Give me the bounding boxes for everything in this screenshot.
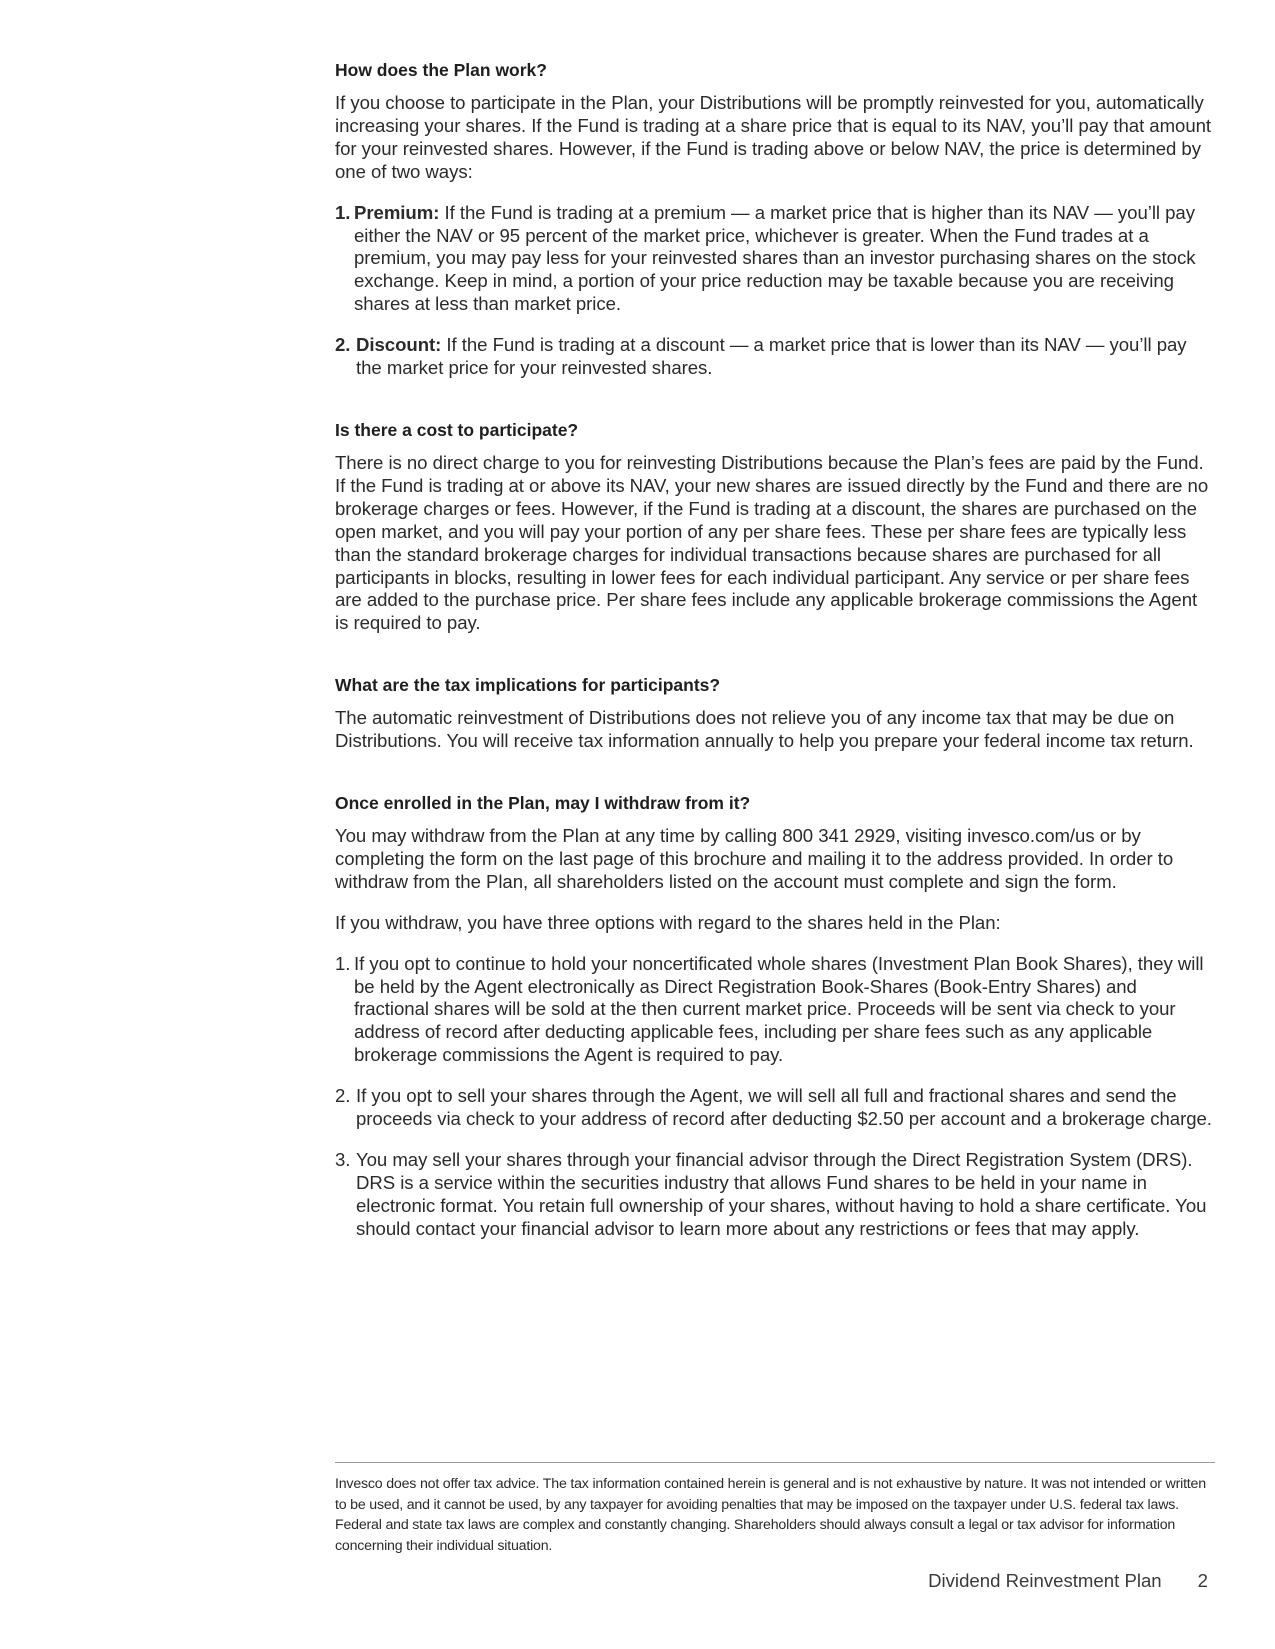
document-body (335, 58, 1215, 1259)
section-how-plan-works (335, 58, 1215, 380)
list-number: 1. (335, 952, 351, 974)
section-intro: If you choose to participate in the Plan, your Distributions will be promptly reinvested for you, automatically increasing your shares. If the Fund is trading at a share price that is equal to its NAV, you’ll pay that amount for your reinvested shares. However, if the Fund is trading above or below NAV, the price is determined by one of two ways: (335, 92, 1212, 182)
section-heading: How does the Plan work? (335, 60, 547, 80)
tax-disclaimer: Invesco does not offer tax advice. The tax information contained herein is general and is not exhaustive by nature. It was not intended or written to be used, and it cannot be used, by any taxpayer for avoiding penalties that may be imposed on the taxpayer under U.S. federal tax laws. Federal and state tax laws are complex and constantly changing. Shareholders should always consult a legal or tax advisor for information concerning their individual situation. (335, 1476, 1206, 1554)
list-item (335, 1085, 1215, 1131)
section-heading: Is there a cost to participate? (335, 419, 579, 440)
list-item-premium (335, 202, 1215, 317)
section-heading: What are the tax implications for participants? (335, 675, 721, 696)
section-heading: Once enrolled in the Plan, may I withdraw from it? (335, 793, 751, 814)
section-body: The automatic reinvestment of Distributions does not relieve you of any income tax that may be due on Distributions. You will receive tax information annually to help you prepare your federal income tax return. (335, 707, 1194, 752)
list-item (335, 1149, 1215, 1241)
price-methods-list (335, 202, 1215, 380)
section-body: There is no direct charge to you for reinvesting Distributions because the Plan’s fees are paid by the Fund. If the Fund is trading at or above its NAV, your new shares are issued directly by the Fund and there are no brokerage charges or fees. However, if the Fund is trading at a discount, the shares are purchased on the open market, and you will pay your portion of any per share fees. These per share fees are typically less than the standard brokerage charges for individual transactions because shares are purchased for all participants in blocks, resulting in lower fees for each individual participant. Any service or per share fees are added to the purchase price. Per share fees include any applicable brokerage commissions the Agent is required to pay. (335, 451, 1209, 634)
section-tax (335, 673, 1215, 753)
list-number: 2. (335, 1085, 351, 1107)
section-withdraw (335, 791, 1215, 1241)
list-text: If you opt to continue to hold your noncertificated whole shares (Investment Plan Book Shares), they will be held by the Agent electronically as Direct Registration Book-Shares (Book-Entry Shares) and fractional shares will be sold at the then current market price. Proceeds will be sent via check to your address of record after deducting applicable fees, including per share fees such as any applicable brokerage commissions the Agent is required to pay. (354, 952, 1204, 1066)
page-footer (928, 1570, 1208, 1592)
section-body-2: If you withdraw, you have three options with regard to the shares held in the Plan: (335, 911, 1001, 933)
footer-divider (335, 1462, 1215, 1463)
footer-title: Dividend Reinvestment Plan (928, 1570, 1162, 1591)
list-item (335, 953, 1215, 1068)
list-term: Premium: (354, 201, 440, 223)
withdraw-options-list (335, 953, 1215, 1241)
page-number: 2 (1197, 1570, 1208, 1591)
list-term: Discount: (356, 334, 442, 356)
section-cost (335, 418, 1215, 635)
list-number: 3. (335, 1149, 351, 1170)
list-text: If the Fund is trading at a premium — a market price that is higher than its NAV — you’ll pay either the NAV or 95 percent of the market price, whichever is greater. When the Fund trades at a premium, you may pay less for your reinvested shares than an investor purchasing shares on the stock exchange. Keep in mind, a portion of your price reduction may be taxable because you are receiving shares at less than market price. (354, 201, 1196, 315)
list-text: If you opt to sell your shares through the Agent, we will sell all full and fractional shares and send the proceeds via check to your address of record after deducting $2.50 per account and a brokerage charge. (356, 1085, 1212, 1130)
list-item-discount (335, 334, 1215, 380)
list-number: 2. (335, 334, 351, 356)
list-text: You may sell your shares through your financial advisor through the Direct Registration System (DRS). DRS is a service within the securities industry that allows Fund shares to be held in your name in electronic format. You retain full ownership of your shares, without having to hold a share certificate. You should contact your financial advisor to learn more about any restrictions or fees that may apply. (356, 1149, 1207, 1239)
list-text: If the Fund is trading at a discount — a market price that is lower than its NAV — you’ll pay the market price for your reinvested shares. (356, 334, 1187, 379)
list-number: 1. (335, 201, 351, 223)
section-body: You may withdraw from the Plan at any time by calling 800 341 2929, visiting invesco.com/us or by completing the form on the last page of this brochure and mailing it to the address provided. In order to withdraw from the Plan, all shareholders listed on the account must complete and sign the form. (335, 825, 1174, 892)
